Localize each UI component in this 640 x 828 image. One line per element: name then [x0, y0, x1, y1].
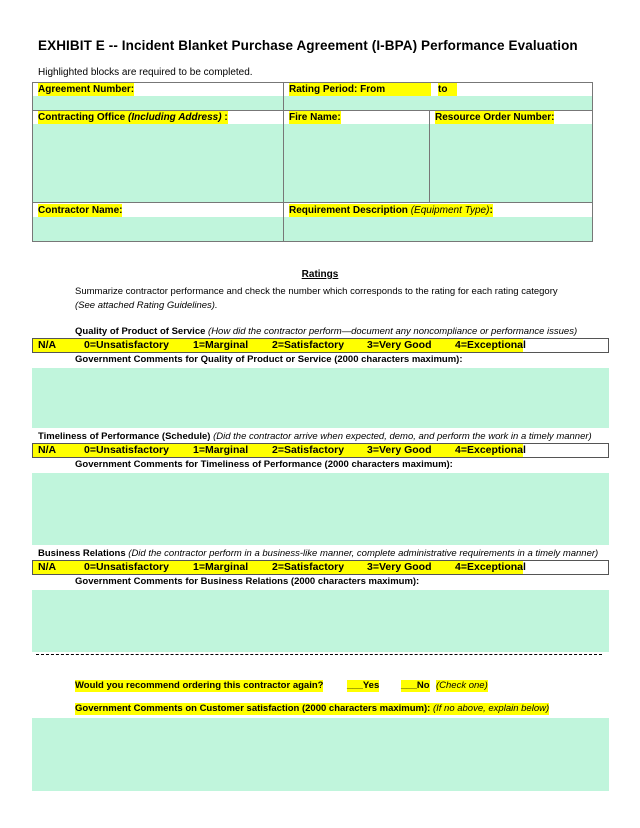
- quality-rating-na[interactable]: N/A: [38, 339, 57, 351]
- quality-rating-2[interactable]: 2=Satisfactory: [272, 339, 345, 351]
- quality-comment-field[interactable]: [32, 368, 609, 428]
- requirement-description-field[interactable]: [284, 217, 592, 241]
- timeliness-rating-4[interactable]: 4=Exceptional: [455, 444, 526, 456]
- contractor-name-label: Contractor Name:: [38, 205, 123, 216]
- fire-name-field[interactable]: [284, 124, 429, 202]
- check-one-note: (Check one): [436, 680, 488, 691]
- customer-satisfaction-comment-label: Government Comments on Customer satisfaction (2000 characters maximum): (If no above, explain below): [75, 703, 550, 714]
- resource-order-number-label: Resource Order Number:: [435, 112, 555, 123]
- timeliness-rating-0[interactable]: 0=Unsatisfactory: [84, 444, 169, 456]
- timeliness-rating-2[interactable]: 2=Satisfactory: [272, 444, 345, 456]
- ratings-heading: Ratings: [301, 269, 339, 280]
- dashed-separator: [36, 654, 602, 655]
- timeliness-comment-field[interactable]: [32, 473, 609, 545]
- quality-rating-1[interactable]: 1=Marginal: [193, 339, 249, 351]
- quality-comment-label: Government Comments for Quality of Product or Service (2000 characters maximum):: [75, 354, 463, 365]
- quality-rating-3[interactable]: 3=Very Good: [367, 339, 432, 351]
- timeliness-rating-na[interactable]: N/A: [38, 444, 57, 456]
- recommend-yes-option[interactable]: ___Yes: [347, 680, 380, 691]
- agreement-number-field[interactable]: [33, 96, 283, 110]
- header-form: [32, 82, 593, 242]
- contracting-office-field[interactable]: [33, 124, 283, 202]
- business-relations-comment-field[interactable]: [32, 590, 609, 652]
- quality-rating-row: [32, 338, 609, 353]
- business-relations-rating-0[interactable]: 0=Unsatisfactory: [84, 561, 169, 573]
- quality-question: Quality of Product of Service (How did the contractor perform—document any noncompliance or performance issues): [75, 326, 578, 337]
- business-relations-rating-3[interactable]: 3=Very Good: [367, 561, 432, 573]
- customer-satisfaction-comment-field[interactable]: [32, 718, 609, 791]
- timeliness-comment-label: Government Comments for Timeliness of Performance (2000 characters maximum):: [75, 459, 453, 470]
- quality-rating-0[interactable]: 0=Unsatisfactory: [84, 339, 169, 351]
- required-note: Highlighted blocks are required to be completed.: [38, 67, 253, 78]
- rating-period-field[interactable]: [284, 96, 592, 110]
- recommend-no-option[interactable]: ___No: [401, 680, 430, 691]
- row-divider: [33, 202, 592, 203]
- business-relations-question: Business Relations (Did the contractor perform in a business-like manner, complete administrative requirements in a timely manner): [38, 548, 599, 559]
- requirement-description-label: Requirement Description (Equipment Type):: [289, 205, 493, 216]
- rating-period-from-label: Rating Period: From: [289, 83, 431, 96]
- agreement-number-label: Agreement Number:: [38, 84, 135, 95]
- timeliness-rating-row: [32, 443, 609, 458]
- resource-order-number-field[interactable]: [430, 124, 592, 202]
- timeliness-question: Timeliness of Performance (Schedule) (Did the contractor arrive when expected, demo, and perform the work in a timely manner): [38, 431, 592, 442]
- timeliness-rating-3[interactable]: 3=Very Good: [367, 444, 432, 456]
- rating-period-to-label: to: [438, 83, 457, 96]
- business-relations-rating-row: [32, 560, 609, 575]
- recommend-question: Would you recommend ordering this contractor again?: [75, 680, 324, 691]
- business-relations-comment-label: Government Comments for Business Relations (2000 characters maximum):: [75, 576, 420, 587]
- business-relations-rating-na[interactable]: N/A: [38, 561, 57, 573]
- business-relations-rating-1[interactable]: 1=Marginal: [193, 561, 249, 573]
- contracting-office-label: Contracting Office (Including Address) :: [38, 112, 228, 123]
- ratings-instruction: Summarize contractor performance and check the number which corresponds to the rating for each rating category: [75, 286, 558, 297]
- fire-name-label: Fire Name:: [289, 112, 341, 123]
- ratings-guidelines-note: (See attached Rating Guidelines).: [75, 300, 218, 311]
- contractor-name-field[interactable]: [33, 217, 283, 241]
- page-title: EXHIBIT E -- Incident Blanket Purchase Agreement (I-BPA) Performance Evaluation: [38, 38, 578, 53]
- business-relations-rating-2[interactable]: 2=Satisfactory: [272, 561, 345, 573]
- quality-rating-4[interactable]: 4=Exceptional: [455, 339, 526, 351]
- timeliness-rating-1[interactable]: 1=Marginal: [193, 444, 249, 456]
- business-relations-rating-4[interactable]: 4=Exceptional: [455, 561, 526, 573]
